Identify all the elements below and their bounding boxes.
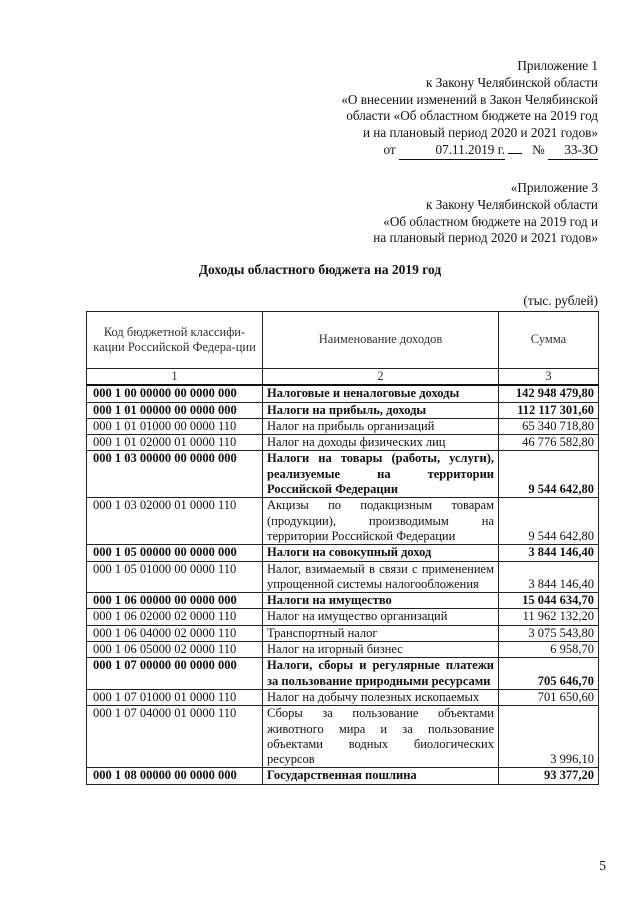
row-code: 000 1 01 02000 01 0000 110 [87, 435, 263, 451]
row-amount: 3 844 146,40 [499, 561, 599, 593]
table-row [87, 498, 599, 545]
table-row [87, 435, 599, 451]
table-row [87, 402, 599, 418]
row-amount: 3 075 543,80 [499, 625, 599, 641]
row-code: 000 1 00 00000 00 0000 000 [87, 385, 263, 402]
row-amount: 15 044 634,70 [499, 593, 599, 609]
table-row [87, 689, 599, 705]
row-amount: 9 544 642,80 [499, 498, 599, 545]
appendix-3-header [373, 180, 598, 247]
row-code: 000 1 05 00000 00 0000 000 [87, 545, 263, 561]
row-amount: 142 948 479,80 [499, 385, 599, 402]
row-name: Налоги на товары (работы, услуги), реализуемые на территории Российской Федерации [263, 451, 499, 498]
row-name: Налоги на имущество [263, 593, 499, 609]
adoption-date: 07.11.2019 г. [399, 142, 505, 160]
row-amount: 46 776 582,80 [499, 435, 599, 451]
date-number-line [341, 142, 598, 160]
table-row [87, 593, 599, 609]
number-sign: № [532, 141, 545, 157]
table-row [87, 658, 599, 690]
row-amount: 3 996,10 [499, 706, 599, 768]
row-amount: 9 544 642,80 [499, 451, 599, 498]
header-line: и на плановый период 2020 и 2021 годов» [362, 125, 598, 141]
table-row [87, 561, 599, 593]
row-name: Налог на игорный бизнес [263, 642, 499, 658]
table-row [87, 625, 599, 641]
row-code: 000 1 06 05000 02 0000 110 [87, 642, 263, 658]
row-name: Налог на имущество организаций [263, 609, 499, 625]
row-name: Налог на добычу полезных ископаемых [263, 689, 499, 705]
table-row [87, 451, 599, 498]
revenue-table [86, 311, 599, 785]
header-line: к Закону Челябинской области [426, 196, 598, 212]
table-row [87, 545, 599, 561]
table-row [87, 418, 599, 434]
row-amount: 6 958,70 [499, 642, 599, 658]
row-code: 000 1 08 00000 00 0000 000 [87, 768, 263, 784]
row-amount: 701 650,60 [499, 689, 599, 705]
units-label: (тыс. рублей) [523, 293, 598, 308]
header-line: «Об областном бюджете на 2019 год и [383, 213, 598, 229]
row-name: Налоги на прибыль, доходы [263, 402, 499, 418]
header-line: на плановый период 2020 и 2021 годов» [373, 230, 598, 246]
row-name: Акцизы по подакцизным товарам (продукции), производимым на территории Российской Федерации [263, 498, 499, 545]
law-number: 33-ЗО [548, 142, 598, 160]
row-code: 000 1 07 04000 01 0000 110 [87, 706, 263, 768]
row-code: 000 1 07 00000 00 0000 000 [87, 658, 263, 690]
appendix-1-header [341, 58, 598, 160]
row-name: Налог на прибыль организаций [263, 418, 499, 434]
column-number: 3 [499, 369, 599, 386]
header-line: «О внесении изменений в Закон Челябинской [341, 91, 598, 107]
table-row [87, 706, 599, 768]
table-row [87, 642, 599, 658]
header-line: области «Об областном бюджете на 2019 год [346, 108, 598, 124]
blank-underline [508, 153, 522, 154]
row-amount: 112 117 301,60 [499, 402, 599, 418]
row-amount: 93 377,20 [499, 768, 599, 784]
header-code: Код бюджетной классифи-кации Российской Федера-ции [87, 312, 263, 369]
row-name: Налог, взимаемый в связи с применением упрощенной системы налогообложения [263, 561, 499, 593]
row-name: Налоговые и неналоговые доходы [263, 385, 499, 402]
row-code: 000 1 07 01000 01 0000 110 [87, 689, 263, 705]
column-number: 1 [87, 369, 263, 386]
row-amount: 3 844 146,40 [499, 545, 599, 561]
row-code: 000 1 06 00000 00 0000 000 [87, 593, 263, 609]
row-name: Сборы за пользование объектами животного мира и за пользование объектами водных биологических ресурсов [263, 706, 499, 768]
table-row [87, 385, 599, 402]
page-number: 5 [599, 858, 606, 873]
table-row [87, 768, 599, 784]
row-name: Налоги на совокупный доход [263, 545, 499, 561]
date-prefix: от [383, 141, 396, 157]
header-name: Наименование доходов [263, 312, 499, 369]
row-code: 000 1 01 00000 00 0000 000 [87, 402, 263, 418]
row-code: 000 1 06 04000 02 0000 110 [87, 625, 263, 641]
row-code: 000 1 06 02000 02 0000 110 [87, 609, 263, 625]
row-name: Налоги, сборы и регулярные платежи за пользование природными ресурсами [263, 658, 499, 690]
row-code: 000 1 05 01000 00 0000 110 [87, 561, 263, 593]
row-name: Государственная пошлина [263, 768, 499, 784]
column-number: 2 [263, 369, 499, 386]
header-amount: Сумма [499, 312, 599, 369]
row-code: 000 1 03 02000 01 0000 110 [87, 498, 263, 545]
row-code: 000 1 01 01000 00 0000 110 [87, 418, 263, 434]
row-amount: 11 962 132,20 [499, 609, 599, 625]
header-line: «Приложение 3 [510, 180, 598, 195]
header-line: Приложение 1 [517, 58, 598, 73]
row-code: 000 1 03 00000 00 0000 000 [87, 451, 263, 498]
row-name: Налог на доходы физических лиц [263, 435, 499, 451]
header-line: к Закону Челябинской области [426, 74, 598, 90]
document-title: Доходы областного бюджета на 2019 год [198, 262, 442, 277]
row-name: Транспортный налог [263, 625, 499, 641]
row-amount: 65 340 718,80 [499, 418, 599, 434]
row-amount: 705 646,70 [499, 658, 599, 690]
table-row [87, 609, 599, 625]
